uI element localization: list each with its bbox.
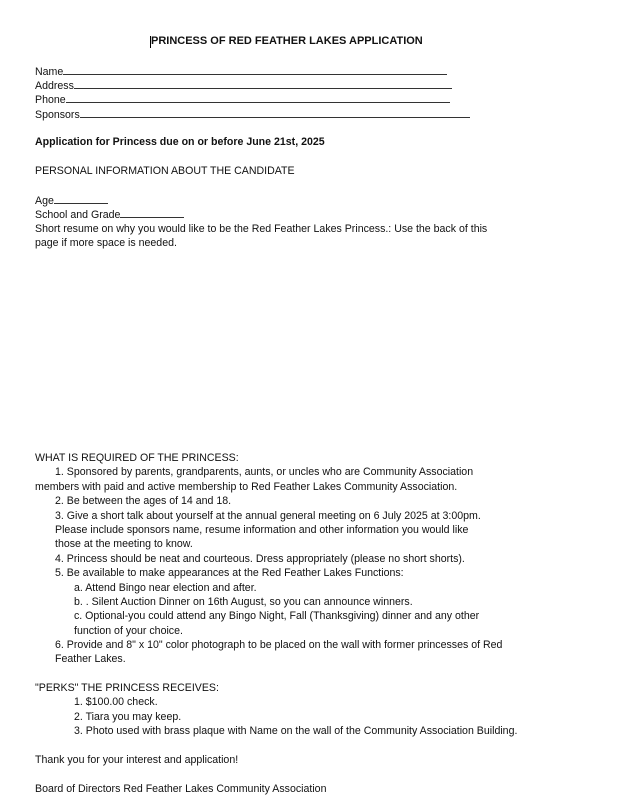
personal-heading: PERSONAL INFORMATION ABOUT THE CANDIDATE bbox=[35, 165, 295, 177]
requirement-2: 2. Be between the ages of 14 and 18. bbox=[55, 495, 232, 507]
phone-field[interactable] bbox=[35, 93, 450, 107]
signature-line: Board of Directors Red Feather Lakes Community Association bbox=[35, 783, 327, 795]
requirement-3-line3: those at the meeting to know. bbox=[55, 538, 193, 550]
requirement-5a: a. Attend Bingo near election and after. bbox=[74, 582, 257, 594]
address-label: Address bbox=[35, 80, 74, 92]
school-blank[interactable] bbox=[120, 208, 184, 218]
age-field[interactable] bbox=[35, 194, 108, 208]
requirement-5: 5. Be available to make appearances at the Red Feather Lakes Functions: bbox=[55, 567, 404, 579]
address-field[interactable] bbox=[35, 79, 452, 93]
perk-2: 2. Tiara you may keep. bbox=[74, 711, 182, 723]
perk-3: 3. Photo used with brass plaque with Name on the wall of the Community Association Building. bbox=[74, 725, 518, 737]
requirement-3-line2: Please include sponsors name, resume information and other information you would like bbox=[55, 524, 469, 536]
thanks-line: Thank you for your interest and application! bbox=[35, 754, 239, 766]
name-label: Name bbox=[35, 66, 64, 78]
requirement-5c-line1: c. Optional-you could attend any Bingo Night, Fall (Thanksgiving) dinner and any other bbox=[74, 610, 480, 622]
required-heading: WHAT IS REQUIRED OF THE PRINCESS: bbox=[35, 452, 239, 464]
perk-1: 1. $100.00 check. bbox=[74, 696, 158, 708]
requirement-5c-line2: function of your choice. bbox=[74, 625, 183, 637]
name-field[interactable] bbox=[35, 65, 447, 79]
sponsors-blank[interactable] bbox=[80, 108, 470, 118]
address-blank[interactable] bbox=[74, 79, 452, 89]
resume-instruction-line1: Short resume on why you would like to be the Red Feather Lakes Princess.: Use the back of this bbox=[35, 223, 488, 235]
age-blank[interactable] bbox=[54, 194, 108, 204]
document-title: PRINCESS OF RED FEATHER LAKES APPLICATION bbox=[151, 35, 423, 47]
phone-label: Phone bbox=[35, 94, 66, 106]
resume-instruction-line2: page if more space is needed. bbox=[35, 237, 177, 249]
phone-blank[interactable] bbox=[66, 93, 450, 103]
requirement-6-line2: Feather Lakes. bbox=[55, 653, 126, 665]
requirement-4: 4. Princess should be neat and courteous. Dress appropriately (please no short shorts). bbox=[55, 553, 465, 565]
due-notice: Application for Princess due on or before June 21st, 2025 bbox=[35, 136, 325, 148]
perks-heading: "PERKS" THE PRINCESS RECEIVES: bbox=[35, 682, 219, 694]
requirement-1-line1: 1. Sponsored by parents, grandparents, aunts, or uncles who are Community Association bbox=[55, 466, 474, 478]
school-field[interactable] bbox=[35, 208, 184, 222]
requirement-5b: b. . Silent Auction Dinner on 16th August, so you can announce winners. bbox=[74, 596, 413, 608]
age-label: Age bbox=[35, 195, 54, 207]
requirement-3-line1: 3. Give a short talk about yourself at the annual general meeting on 6 July 2025 at 3:00pm. bbox=[55, 510, 481, 522]
sponsors-label: Sponsors bbox=[35, 109, 80, 121]
school-label: School and Grade bbox=[35, 209, 121, 221]
requirement-6-line1: 6. Provide and 8" x 10" color photograph to be placed on the wall with former princesses of Red bbox=[55, 639, 503, 651]
sponsors-field[interactable] bbox=[35, 108, 470, 122]
requirement-1-line2: members with paid and active membership to Red Feather Lakes Community Association. bbox=[35, 481, 458, 493]
name-blank[interactable] bbox=[63, 65, 447, 75]
